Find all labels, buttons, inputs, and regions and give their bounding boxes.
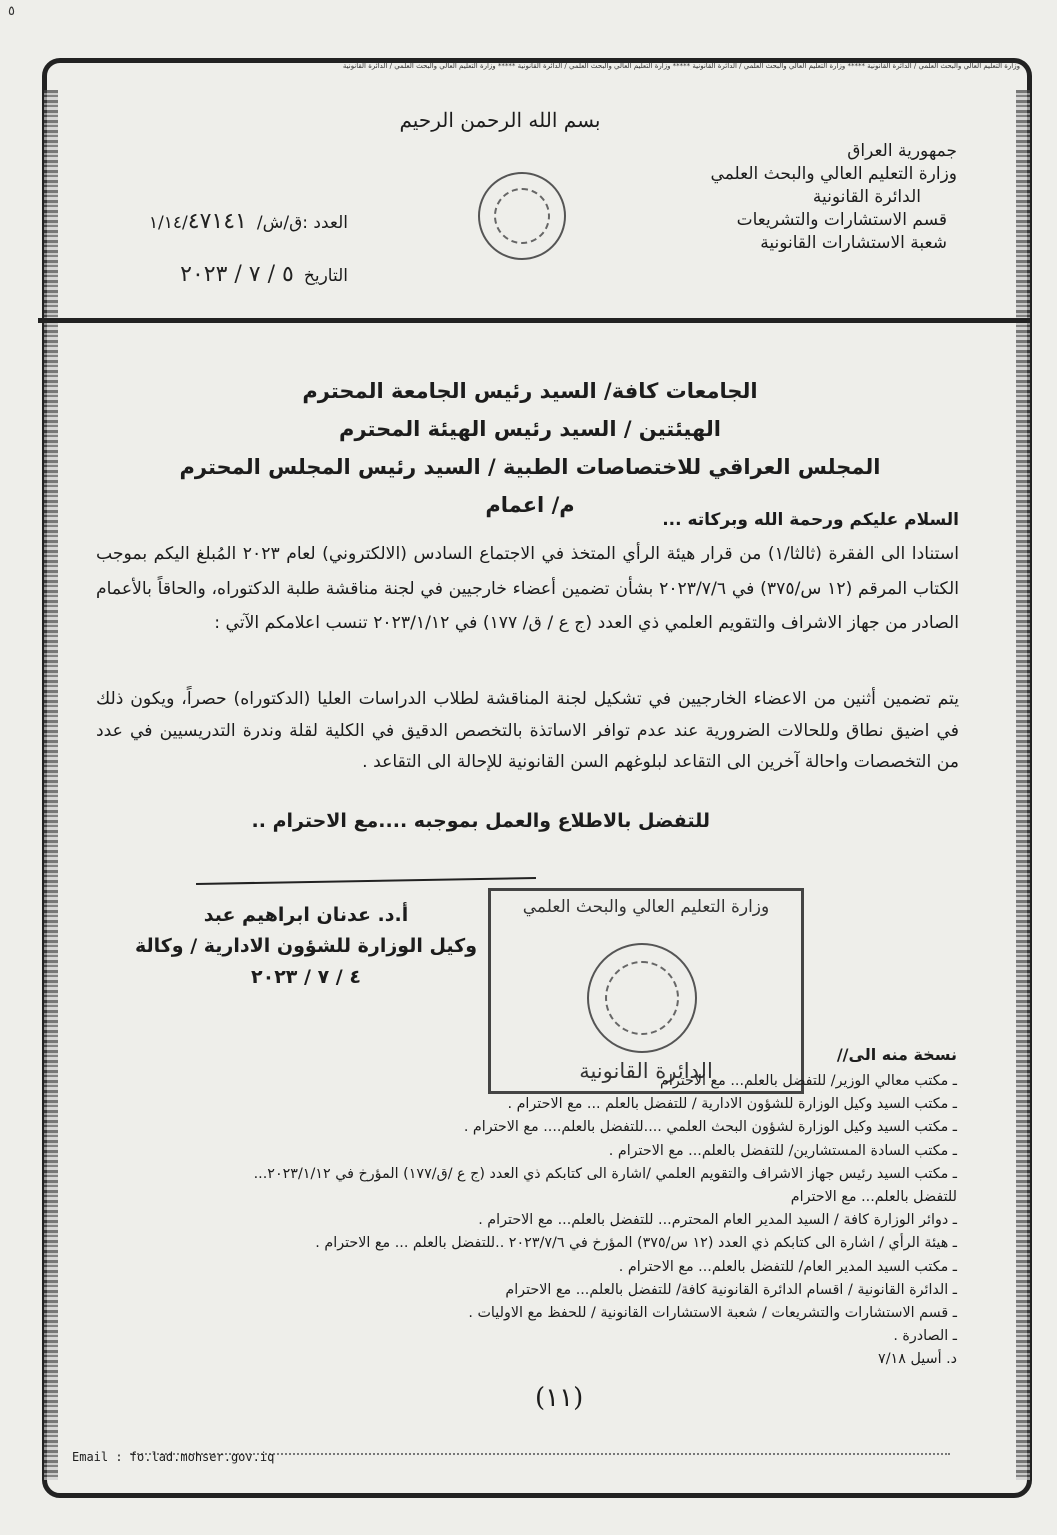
list-item: ـ مكتب السيد المدير العام/ للتفضل بالعلم... مع الاحترام . — [618, 1258, 957, 1275]
list-item: ـ الصادرة . — [893, 1328, 957, 1345]
stamp-top-text: وزارة التعليم العالي والبحث العلمي — [522, 897, 770, 917]
list-item: ـ الدائرة القانونية / اقسام الدائرة القانونية كافة/ للتفضل بالعلم... مع الاحترام — [505, 1281, 957, 1298]
addressee-universities: الجامعات كافة/ السيد رئيس الجامعة المحترم — [302, 379, 758, 403]
list-item: ـ مكتب معالي الوزير/ للتفضل بالعلم... مع الاحترام — [660, 1073, 957, 1089]
org-line-directorate: الدائرة القانونية — [812, 187, 921, 207]
list-item: د. أسيل ٧/١٨ — [878, 1351, 957, 1368]
stamp-seal-icon — [587, 943, 697, 1053]
copies-list — [97, 1070, 957, 1372]
stamp-bottom-text: الدائرة القانونية — [579, 1059, 713, 1083]
security-border-right — [1016, 90, 1030, 1480]
org-line-country: جمهورية العراق — [847, 141, 957, 161]
body-paragraph-1: استنادا الى الفقرة (ثالثا/١) من قرار هيئة الرأي المتخذ في الاجتماع السادس (الالكتروني) لعام ٢٠٢٣ المُبلغ اليكم بموجب الكتاب المرقم (١٢ س/٣٧٥) في ٢٠٢٣/٧/٦ بشأن تضمين أعضاء خارجيين في لجنة مناقشة طلبة الدكتوراه، والحاقاً بالأعمام الصادر من جهاز الاشراف والتقويم العلمي ذي العدد (ج ع / ق/ ١٧٧) في ٢٠٢٣/١/١٢ تنسب اعلامكم الآتي : — [96, 544, 960, 633]
addressee-block — [120, 372, 940, 524]
header-divider — [38, 318, 1032, 323]
list-item: ـ مكتب السيد رئيس جهاز الاشراف والتقويم العلمي /اشارة الى كتابكم ذي العدد (ج ع /ق/١٧٧) المؤرخ في ٢٠٢٣/١/١٢... — [253, 1165, 957, 1182]
number-label: العدد :ق/ش/١/١٤/ — [148, 213, 348, 233]
signer-date: ٤ / ٧ / ٢٠٢٣ — [251, 966, 361, 988]
signer-title: وكيل الوزارة للشؤون الادارية / وكالة — [134, 935, 478, 957]
footer-email: Email : fo.lad.mohser.gov.iq — [72, 1450, 275, 1464]
number-handwritten: ٤٧١٤١ — [187, 209, 247, 234]
subject: م/ اعمام — [485, 493, 575, 517]
greeting: السلام عليكم ورحمة الله وبركاته ... — [662, 510, 959, 530]
list-item: للتفضل بالعلم... مع الاحترام — [790, 1189, 957, 1206]
ministry-seal-icon — [478, 172, 566, 260]
org-line-ministry: وزارة التعليم العالي والبحث العلمي — [710, 164, 957, 184]
reference-number — [88, 196, 348, 249]
org-line-section: شعبة الاستشارات القانونية — [760, 233, 947, 253]
signer-name: أ.د. عدنان ابراهيم عبد — [203, 904, 409, 926]
copies-title: نسخة منه الى// — [836, 1045, 957, 1064]
list-item: ـ مكتب السيد وكيل الوزارة للشؤون الادارية / للتفضل بالعلم ... مع الاحترام . — [507, 1096, 957, 1113]
reference-date — [88, 249, 348, 302]
addressee-medical-council: المجلس العراقي للاختصاصات الطبية / السيد رئيس المجلس المحترم — [179, 455, 881, 479]
body-paragraph-2: يتم تضمين أثنين من الاعضاء الخارجيين في تشكيل لجنة المناقشة لطلاب الدراسات العليا (الدكتوراه) حصراً، ويكون ذلك في اضيق نطاق وللحالات الضرورية عند عدم توافر الاساتذة بالتخصص الدقيق في الكلية لقلة وندرة التدريسيين في عدد من التخصصات واحالة آخرين الى التقاعد لبلوغهم السن القانونية للإحالة الى التقاعد . — [96, 689, 959, 772]
closing-line: للتفضل بالاطلاع والعمل بموجبه ....مع الاحترام .. — [251, 810, 710, 832]
date-label: التاريخ — [303, 266, 348, 286]
org-line-department: قسم الاستشارات والتشريعات — [736, 210, 947, 230]
page-number: (١١) — [535, 1383, 584, 1413]
list-item: ـ دوائر الوزارة كافة / السيد المدير العام المحترم... للتفضل بالعلم... مع الاحترام . — [478, 1212, 957, 1229]
list-item: ـ مكتب السادة المستشارين/ للتفضل بالعلم... مع الاحترام . — [608, 1142, 957, 1159]
corner-mark: ٥ — [8, 4, 15, 19]
security-border-left — [44, 90, 58, 1480]
watermark-strip: وزارة التعليم العالي والبحث العلمي / الدائرة القانونية ***** وزارة التعليم العالي والبحث العلمي / الدائرة القانونية ***** وزارة التعليم العالي والبحث العلمي / الدائرة القانونية ***** وزارة التعليم العالي والبحث العلمي / الدائرة القانونية — [342, 62, 1020, 70]
list-item: ـ مكتب السيد وكيل الوزارة لشؤون البحث العلمي ....للتفضل بالعلم.... مع الاحترام . — [463, 1119, 957, 1136]
basmala: بسم الله الرحمن الرحيم — [399, 108, 601, 132]
list-item: ـ قسم الاستشارات والتشريعات / شعبة الاستشارات القانونية / للحفظ مع الاوليات . — [468, 1305, 957, 1322]
addressee-commissions: الهيئتين / السيد رئيس الهيئة المحترم — [339, 417, 721, 441]
organization-header — [597, 140, 957, 255]
reference-block — [88, 196, 348, 302]
date-handwritten: ٥ / ٧ / ٢٠٢٣ — [180, 262, 294, 287]
office-stamp — [488, 888, 804, 1094]
signer-block — [120, 900, 492, 993]
list-item: ـ هيئة الرأي / اشارة الى كتابكم ذي العدد (١٢ س/٣٧٥) المؤرخ في ٢٠٢٣/٧/٦ ..للتفضل بالعلم ... مع الاحترام . — [315, 1235, 957, 1252]
